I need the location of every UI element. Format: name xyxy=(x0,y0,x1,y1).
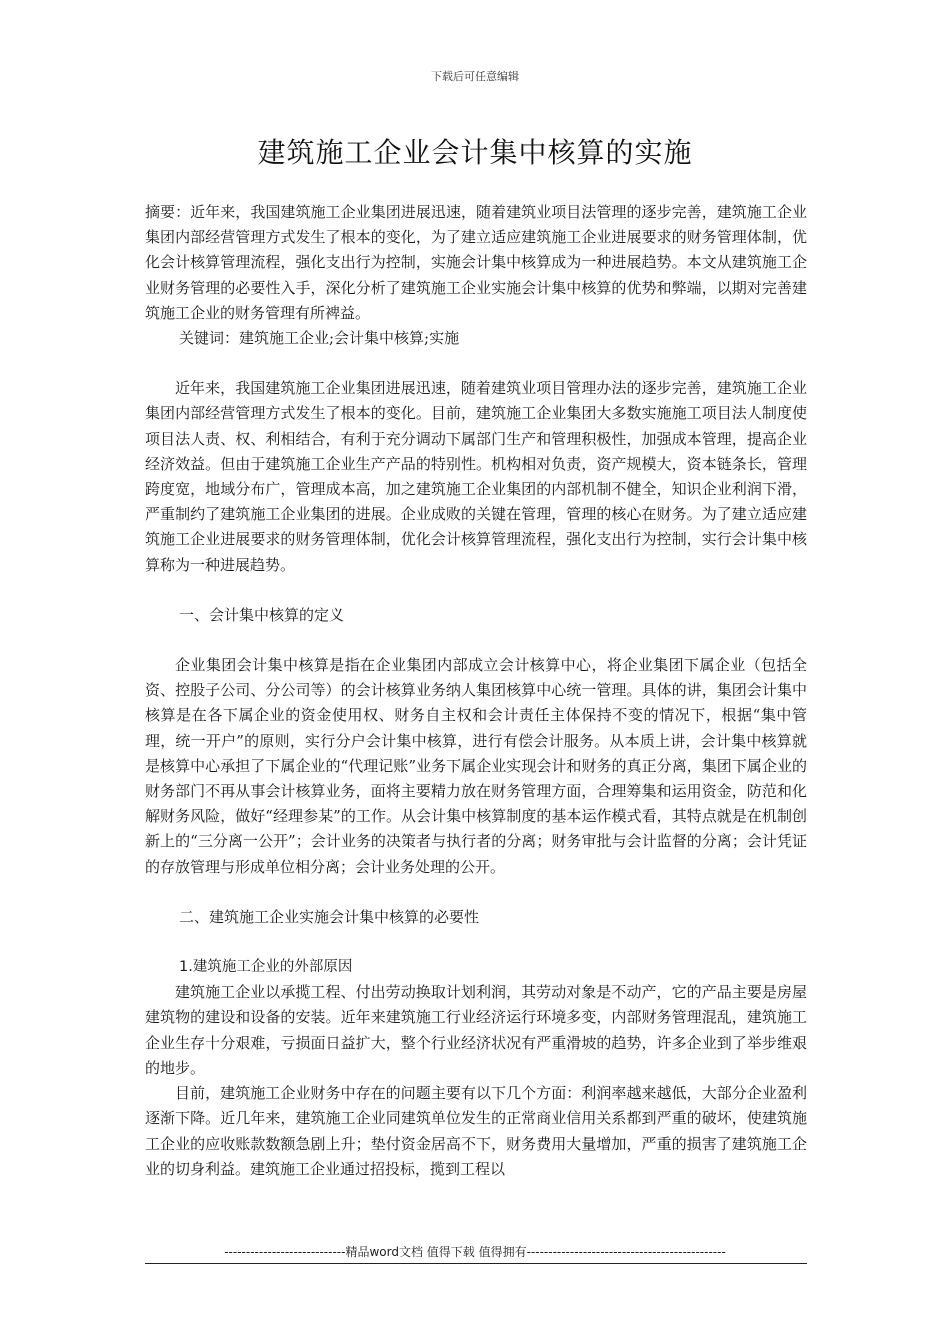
section1-paragraph: 企业集团会计集中核算是指在企业集团内部成立会计核算中心，将企业集团下属企业（包括全资、控股子公司、分公司等）的会计核算业务纳人集团核算中心统一管理。具体的讲，集团会计集中核算是在各下属企业的资金使用权、财务自主权和会计责任主体保持不变的情况下，根据“集中管理，统一开户”的原则，实行分户会计集中核算，进行有偿会计服务。从本质上讲，会计集中核算就是核算中心承担了下属企业的“代理记账”业务下属企业实现会计和财务的真正分离，集团下属企业的财务部门不再从事会计核算业务，面将主要精力放在财务管理方面，合理筹集和运用资金，防范和化解财务风险，做好“经理参某”的工作。从会计集中核算制度的基本运作模式看，其特点就是在机制创新上的“三分离一公开”；会计业务的决策者与执行者的分离；财务审批与会计监督的分离；会计凭证的存放管理与形成单位相分离；会计业务处理的公开。 xyxy=(145,656,807,876)
subsection1-paragraph-2: 目前，建筑施工企业财务中存在的问题主要有以下几个方面：利润率越来越低，大部分企业盈利逐渐下降。近几年来，建筑施工企业同建筑单位发生的正常商业信用关系都到严重的破坏，使建筑施工企业的应收账款数额急剧上升；垫付资金居高不下，财务费用大量增加，严重的损害了建筑施工企业的切身利益。建筑施工企业通过招投标，揽到工程以 xyxy=(145,1084,807,1178)
spacer xyxy=(145,930,807,955)
document-body xyxy=(145,200,807,1182)
section-heading-1: 一、会计集中核算的定义 xyxy=(179,605,345,624)
spacer xyxy=(145,578,807,603)
page-footer-text: ----------------------------精品word文档 值得下载 值得拥有---------------------------------------------- xyxy=(224,1245,726,1259)
document-title: 建筑施工企业会计集中核算的实施 xyxy=(257,136,693,169)
spacer xyxy=(145,628,807,653)
footer-divider xyxy=(145,1263,807,1264)
spacer xyxy=(145,351,807,376)
spacer xyxy=(145,880,807,905)
keywords-line: 关键词：建筑施工企业;会计集中核算;实施 xyxy=(179,329,460,348)
page-header-note: 下载后可任意编辑 xyxy=(431,70,519,83)
abstract-paragraph: 摘要：近年来，我国建筑施工企业集团进展迅速，随着建筑业项目法管理的逐步完善，建筑施工企业集团内部经营管理方式发生了根本的变化，为了建立适应建筑施工企业进展要求的财务管理体制，优化会计核算管理流程，强化支出行为控制，实施会计集中核算成为一种进展趋势。本文从建筑施工企业财务管理的必要性入手，深化分析了建筑施工企业实施会计集中核算的优势和弊端，以期对完善建筑施工企业的财务管理有所裨益。 xyxy=(145,203,807,322)
subsection1-paragraph-1: 建筑施工企业以承揽工程、付出劳动换取计划利润，其劳动对象是不动产，它的产品主要是房屋建筑物的建设和设备的安装。近年来建筑施工行业经济运行环境多变，内部财务管理混乱，建筑施工企业生存十分艰难，亏损面日益扩大，整个行业经济状况有严重滑坡的趋势，许多企业到了举步维艰的地步。 xyxy=(145,983,807,1077)
subsection-heading-1: 1.建筑施工企业的外部原因 xyxy=(179,959,353,976)
intro-paragraph: 近年来，我国建筑施工企业集团进展迅速，随着建筑业项目管理办法的逐步完善，建筑施工企业集团内部经营管理方式发生了根本的变化。目前，建筑施工企业集团大多数实施施工项目法人制度使项目法人责、权、利相结合，有利于充分调动下属部门生产和管理积极性，加强成本管理，提高企业经济效益。但由于建筑施工企业生产产品的特别性。机构相对负责，资产规模大，资本链条长，管理跨度宽，地域分布广，管理成本高，加之建筑施工企业集团的内部机制不健全，知识企业利润下滑，严重制约了建筑施工企业集团的进展。企业成败的关键在管理，管理的核心在财务。为了建立适应建筑施工企业进展要求的财务管理体制，优化会计核算管理流程，强化支出行为控制，实行会计集中核算称为一种进展趋势。 xyxy=(145,379,807,574)
section-heading-2: 二、建筑施工企业实施会计集中核算的必要性 xyxy=(179,907,480,926)
